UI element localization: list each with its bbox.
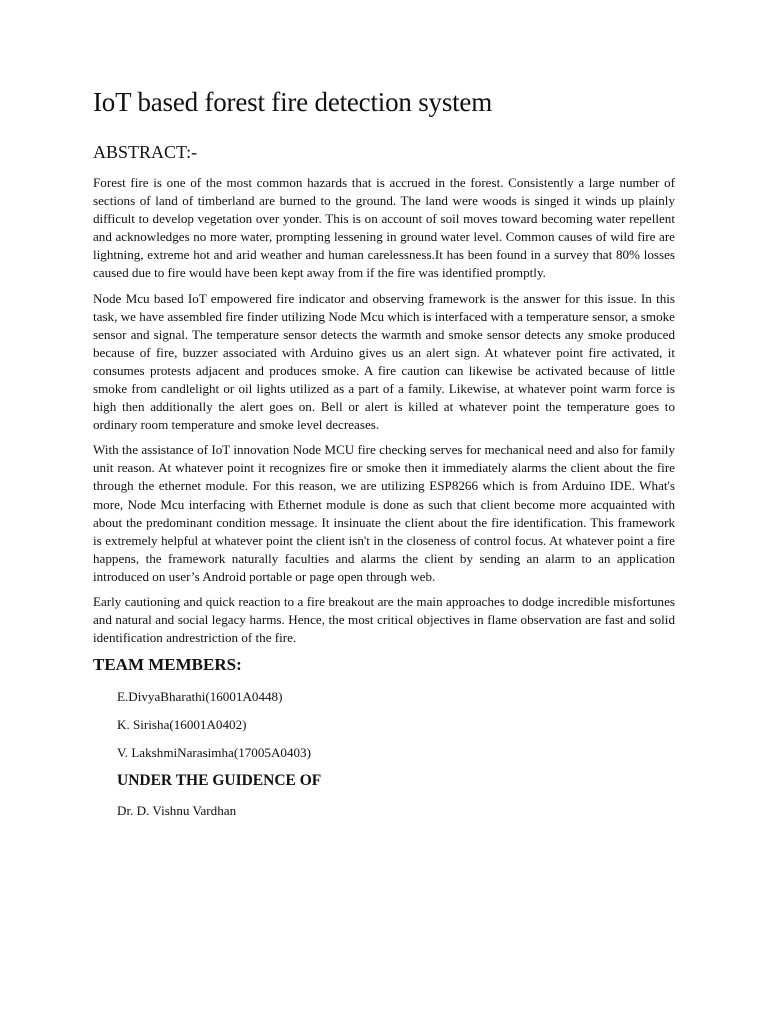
team-member-list — [93, 688, 675, 762]
team-member-item: K. Sirisha(16001A0402) — [117, 716, 247, 732]
abstract-paragraph-2: Node Mcu based IoT empowered fire indicator and observing framework is the answer for this issue. In this task, we have assembled fire finder utilizing Node Mcu which is interfaced with a temperature sensor, a smoke sensor and signal. The temperature sensor detects the warmth and smoke sensor detects any smoke produced because of fire, buzzer associated with Arduino gives us an alert sign. At whatever point fire activated, it consumes protests adjacent and produces smoke. A fire caution can likewise be activated because of little smoke from candlelight or oil lights utilized as a part of a family. Likewise, at whatever point warm force is high then additionally the alert goes on. Bell or alert is killed at whatever point the temperature goes to ordinary room temperature and smoke level decreases. — [93, 290, 675, 433]
team-member-item: E.DivyaBharathi(16001A0448) — [117, 688, 283, 704]
document-title: IoT based forest fire detection system — [93, 87, 493, 117]
abstract-heading: ABSTRACT:- — [93, 142, 198, 163]
abstract-paragraph-1: Forest fire is one of the most common hazards that is accrued in the forest. Consistently a large number of sections of land of timberland are burned to the ground. The land were woods is singed it winds up plainly difficult to develop vegetation over yonder. This is on account of soil moves toward becoming water repellent and acknowledges no more water, prompting lessening in ground water level. Common causes of wild fire are lightning, extreme hot and arid weather and human carelessness.It has been found in a survey that 80% losses caused due to fire would have been kept away from if the fire was identified promptly. — [93, 174, 675, 281]
abstract-paragraph-4: Early cautioning and quick reaction to a fire breakout are the main approaches to dodge incredible misfortunes and natural and social legacy harms. Hence, the most critical objectives in flame observation are fast and solid identification andrestriction of the fire. — [93, 594, 675, 646]
abstract-paragraph-3: With the assistance of IoT innovation Node MCU fire checking serves for mechanical need and also for family unit reason. At whatever point it recognizes fire or smoke then it immediately alarms the client about the fire through the ethernet module. For this reason, we are utilizing ESP8266 which is from Arduino IDE. What's more, Node Mcu interfacing with Ethernet module is done as such that client become more acquainted with about the predominant condition message. It insinuate the client about the fire identification. This framework is extremely helpful at whatever point the client isn't in the closeness of control focus. At whatever point a fire happens, the framework naturally faculties and alarms the client by sending an alarm to an application introduced on user’s Android portable or page open through web. — [93, 442, 675, 584]
guidance-heading: UNDER THE GUIDENCE OF — [117, 771, 322, 789]
guide-name: Dr. D. Vishnu Vardhan — [117, 803, 237, 819]
team-members-heading: TEAM MEMBERS: — [93, 655, 242, 675]
team-member-item: V. LakshmiNarasimha(17005A0403) — [117, 744, 311, 760]
